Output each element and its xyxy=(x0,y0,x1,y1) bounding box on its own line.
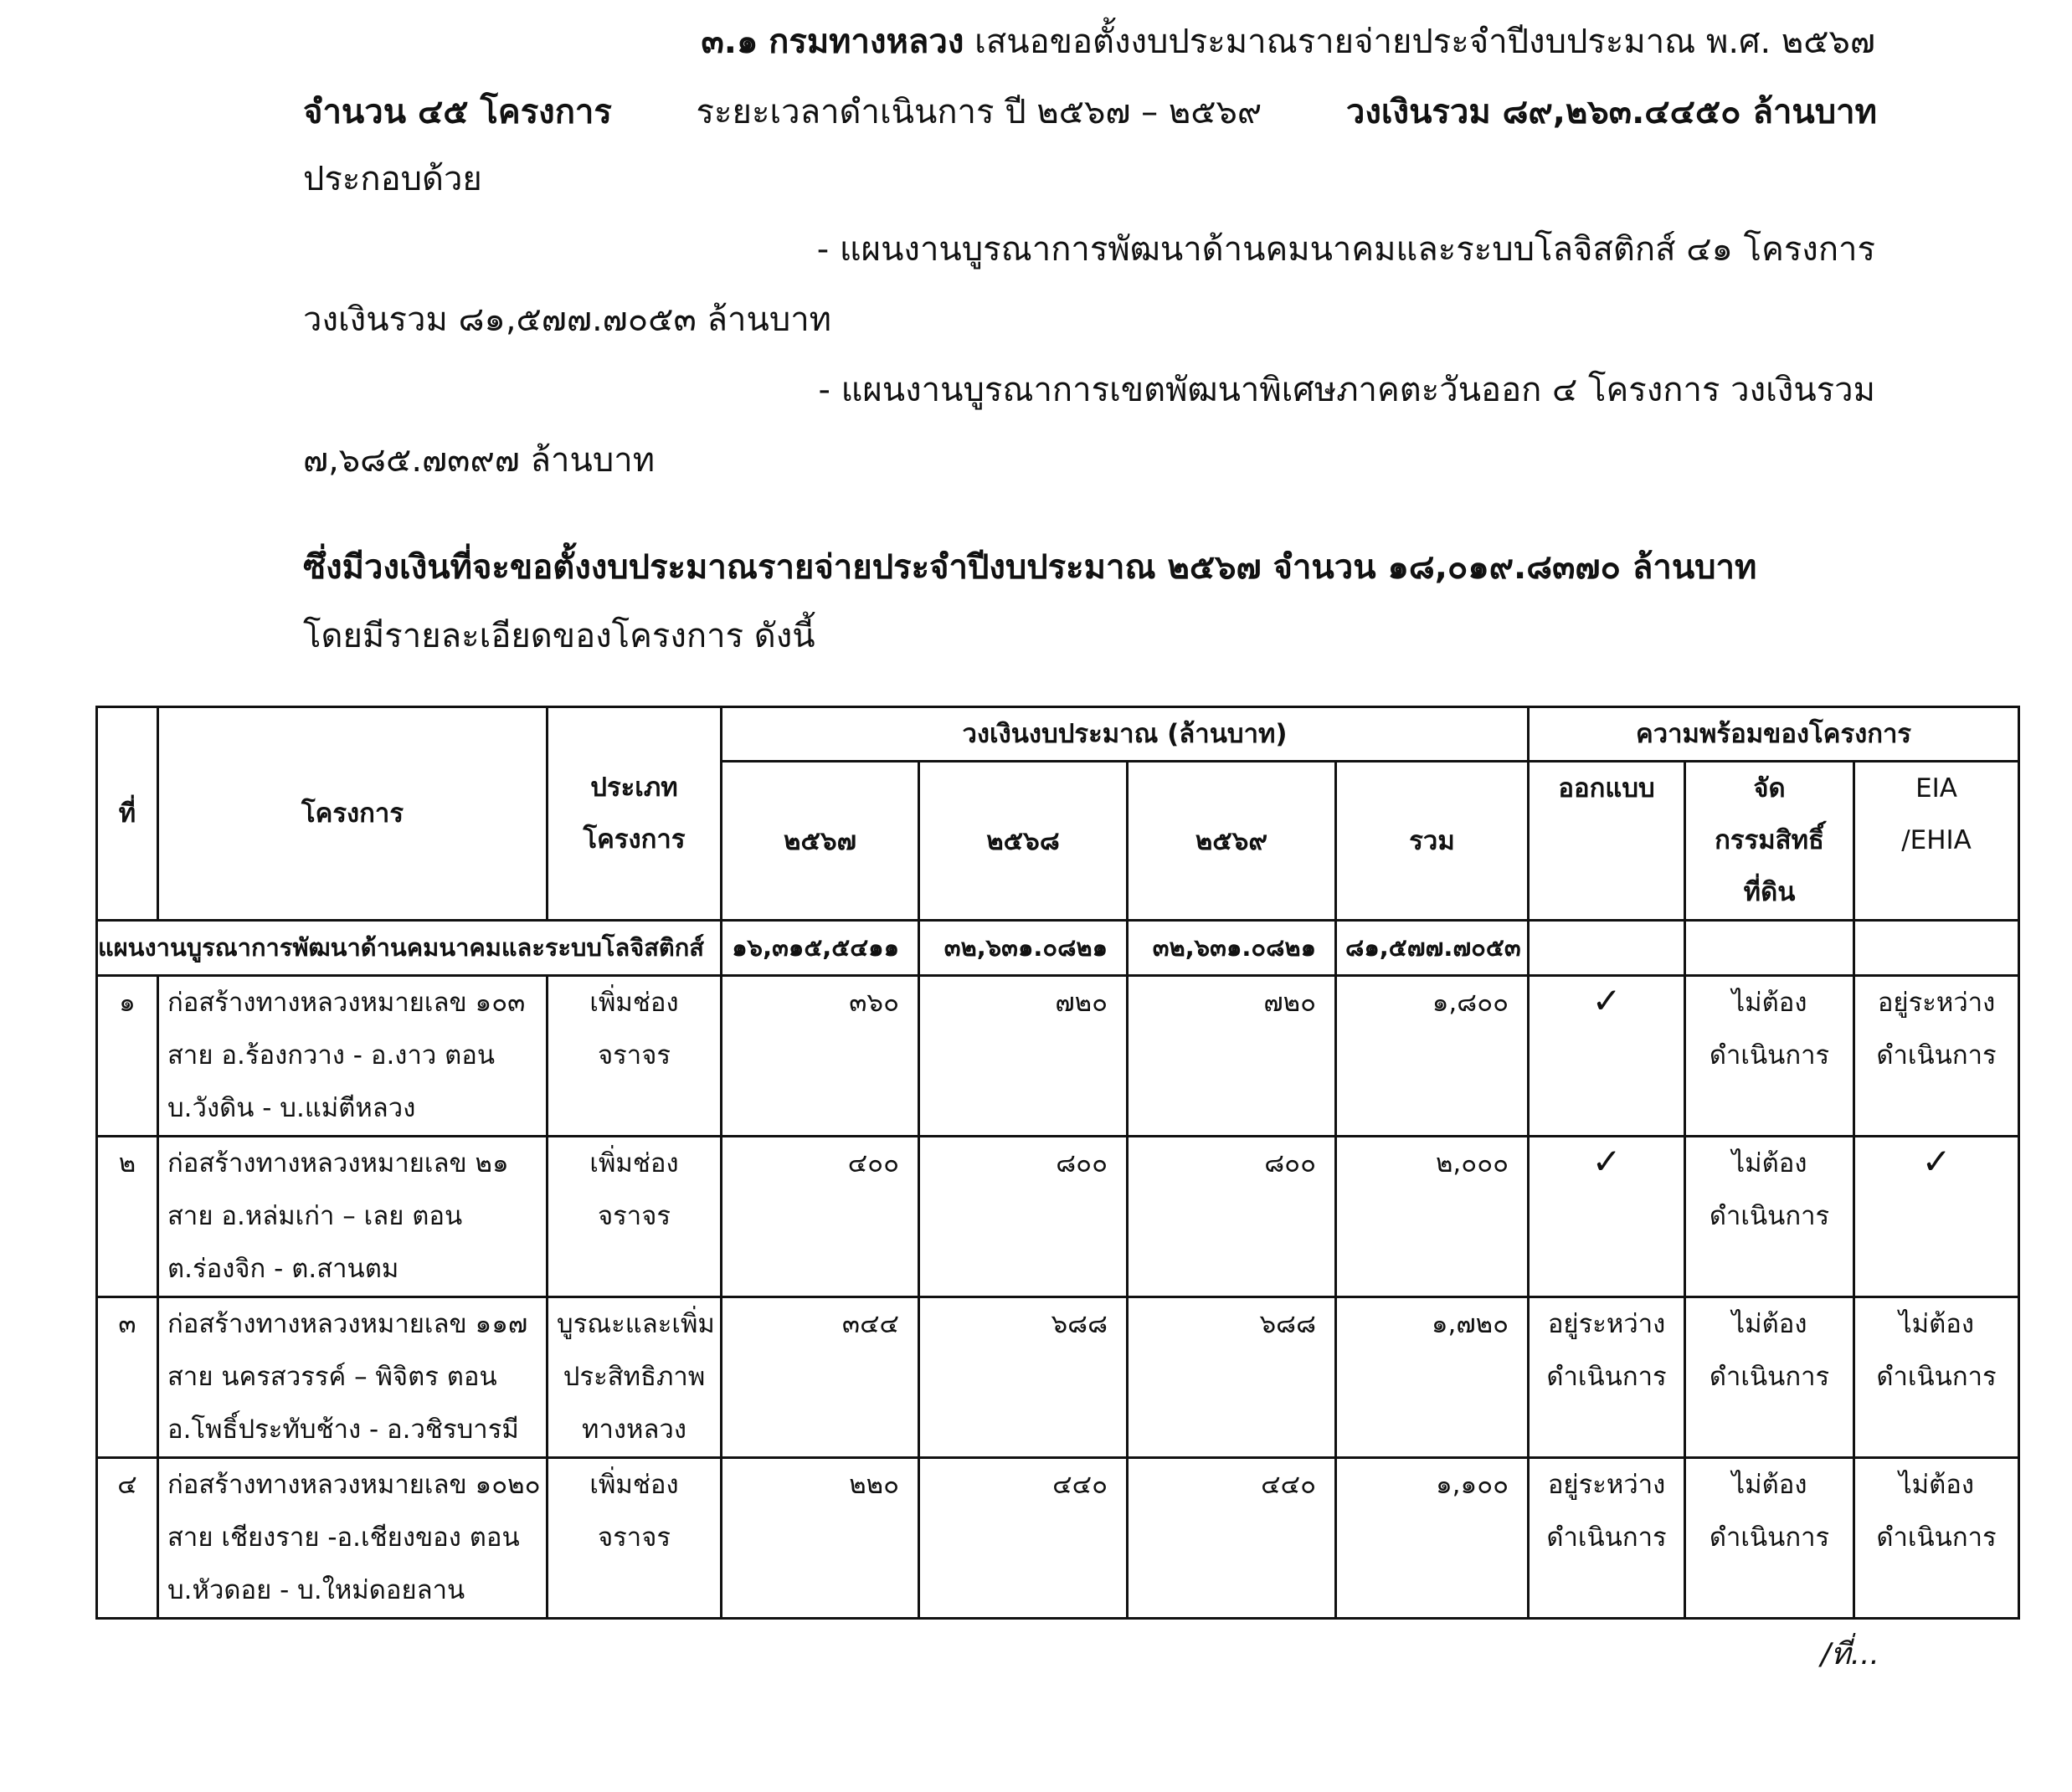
header-land: จัด กรรมสิทธิ์ ที่ดิน xyxy=(1685,762,1854,921)
plan-subtotal-design xyxy=(1529,921,1685,976)
land-status: ไม่ต้อง ดำเนินการ xyxy=(1685,1458,1854,1619)
eia-status: อยู่ระหว่าง ดำเนินการ xyxy=(1854,976,2019,1137)
header-type: ประเภท โครงการ xyxy=(548,707,722,921)
budget-2568: ๘๐๐ xyxy=(919,1137,1128,1297)
budget-2567: ๓๖๐ xyxy=(722,976,919,1137)
table-row xyxy=(97,976,2019,1137)
budget-request-line: ซึ่งมีวงเงินที่จะขอตั้งงบประมาณรายจ่ายประจำปีงบประมาณ ๒๕๖๗ จำนวน ๑๘,๐๑๙.๘๓๗๐ ล้านบาท xyxy=(303,548,1757,587)
intro-line-1 xyxy=(701,18,1875,65)
eia-status: ไม่ต้อง ดำเนินการ xyxy=(1854,1297,2019,1458)
header-design: ออกแบบ xyxy=(1529,762,1685,921)
table-row xyxy=(97,1458,2019,1619)
check-mark-icon: ✓ xyxy=(1921,1141,1951,1182)
project-type: บูรณะและเพิ่ม ประสิทธิภาพ ทางหลวง xyxy=(548,1297,722,1458)
eia-status xyxy=(1854,1137,2019,1297)
header-total: รวม xyxy=(1336,762,1529,921)
land-status: ไม่ต้อง ดำเนินการ xyxy=(1685,1137,1854,1297)
project-name: ก่อสร้างทางหลวงหมายเลข ๑๐๓ สาย อ.ร้องกวาง - อ.งาว ตอน บ.วังดิน - บ.แม่ตีหลวง xyxy=(158,976,548,1137)
header-project: โครงการ xyxy=(158,707,548,921)
project-name: ก่อสร้างทางหลวงหมายเลข ๑๐๒๐ สาย เชียงราย -อ.เชียงของ ตอน บ.หัวดอย - บ.ใหม่ดอยลาน xyxy=(158,1458,548,1619)
plan-item-1-budget: วงเงินรวม ๘๑,๕๗๗.๗๐๕๓ ล้านบาท xyxy=(303,300,832,339)
budget-2568: ๗๒๐ xyxy=(919,976,1128,1137)
land-status: ไม่ต้อง ดำเนินการ xyxy=(1685,976,1854,1137)
department-name: กรมทางหลวง xyxy=(769,23,964,61)
project-type: เพิ่มช่อง จราจร xyxy=(548,976,722,1137)
project-name: ก่อสร้างทางหลวงหมายเลข ๑๑๗ สาย นครสวรรค์ – พิจิตร ตอน อ.โพธิ์ประทับช้าง - อ.วชิรบารมี xyxy=(158,1297,548,1458)
header-year-2569: ๒๕๖๙ xyxy=(1128,762,1336,921)
detail-intro-line: โดยมีรายละเอียดของโครงการ ดังนี้ xyxy=(303,617,815,655)
header-readiness-group: ความพร้อมของโครงการ xyxy=(1529,707,2019,762)
plan-subtotal-eia xyxy=(1854,921,2019,976)
project-type: เพิ่มช่อง จราจร xyxy=(548,1458,722,1619)
budget-2567: ๓๔๔ xyxy=(722,1297,919,1458)
table-row xyxy=(97,1297,2019,1458)
check-mark-icon: ✓ xyxy=(1591,980,1622,1021)
budget-2569: ๘๐๐ xyxy=(1128,1137,1336,1297)
budget-2568: ๖๘๘ xyxy=(919,1297,1128,1458)
design-status: อยู่ระหว่าง ดำเนินการ xyxy=(1529,1297,1685,1458)
budget-2568: ๔๔๐ xyxy=(919,1458,1128,1619)
table-row xyxy=(97,1137,2019,1297)
row-number: ๒ xyxy=(97,1137,158,1297)
header-year-2568: ๒๕๖๘ xyxy=(919,762,1128,921)
plan-subtotal-total: ๘๑,๕๗๗.๗๐๕๓ xyxy=(1336,921,1529,976)
plan-item-2: - แผนงานบูรณาการเขตพัฒนาพิเศษภาคตะวันออก ๔ โครงการ วงเงินรวม xyxy=(818,371,1875,409)
intro-line-3: ประกอบด้วย xyxy=(303,160,482,198)
land-status: ไม่ต้อง ดำเนินการ xyxy=(1685,1297,1854,1458)
project-budget-table xyxy=(95,706,2020,1620)
budget-total: ๑,๗๒๐ xyxy=(1336,1297,1529,1458)
table-header-row-1 xyxy=(97,707,2019,762)
plan-subtotal-row xyxy=(97,921,2019,976)
design-status: อยู่ระหว่าง ดำเนินการ xyxy=(1529,1458,1685,1619)
budget-total: ๑,๑๐๐ xyxy=(1336,1458,1529,1619)
eia-status: ไม่ต้อง ดำเนินการ xyxy=(1854,1458,2019,1619)
header-budget-group: วงเงินงบประมาณ (ล้านบาท) xyxy=(722,707,1529,762)
plan-subtotal-2568: ๓๒,๖๓๑.๐๘๒๑ xyxy=(919,921,1128,976)
header-no: ที่ xyxy=(97,707,158,921)
budget-2569: ๗๒๐ xyxy=(1128,976,1336,1137)
budget-2567: ๒๒๐ xyxy=(722,1458,919,1619)
project-type: เพิ่มช่อง จราจร xyxy=(548,1137,722,1297)
budget-2567: ๔๐๐ xyxy=(722,1137,919,1297)
row-number: ๑ xyxy=(97,976,158,1137)
next-page-marker: /ที่... xyxy=(1820,1637,1879,1671)
total-budget: วงเงินรวม ๘๙,๒๖๓.๔๔๕๐ ล้านบาท xyxy=(1345,93,1877,131)
budget-total: ๑,๘๐๐ xyxy=(1336,976,1529,1137)
project-count: จำนวน ๔๕ โครงการ xyxy=(303,93,612,131)
budget-total: ๒,๐๐๐ xyxy=(1336,1137,1529,1297)
plan-item-2-budget: ๗,๖๘๕.๗๓๙๗ ล้านบาท xyxy=(303,441,656,480)
budget-2569: ๔๔๐ xyxy=(1128,1458,1336,1619)
check-mark-icon: ✓ xyxy=(1591,1141,1622,1182)
plan-subtotal-2569: ๓๒,๖๓๑.๐๘๒๑ xyxy=(1128,921,1336,976)
intro-line-2 xyxy=(303,89,1877,136)
row-number: ๔ xyxy=(97,1458,158,1619)
plan-subtotal-land xyxy=(1685,921,1854,976)
plan-subtotal-name: แผนงานบูรณาการพัฒนาด้านคมนาคมและระบบโลจิสติกส์ xyxy=(97,921,722,976)
row-number: ๓ xyxy=(97,1297,158,1458)
plan-subtotal-2567: ๑๖,๓๑๕,๕๔๑๑ xyxy=(722,921,919,976)
header-year-2567: ๒๕๖๗ xyxy=(722,762,919,921)
project-name: ก่อสร้างทางหลวงหมายเลข ๒๑ สาย อ.หล่มเก่า – เลย ตอน ต.ร่องจิก - ต.สานตม xyxy=(158,1137,548,1297)
section-number: ๓.๑ xyxy=(701,23,758,61)
design-status xyxy=(1529,1137,1685,1297)
header-eia: EIA /EHIA xyxy=(1854,762,2019,921)
plan-item-1: - แผนงานบูรณาการพัฒนาด้านคมนาคมและระบบโลจิสติกส์ ๔๑ โครงการ xyxy=(816,230,1875,269)
budget-2569: ๖๘๘ xyxy=(1128,1297,1336,1458)
project-period: ระยะเวลาดำเนินการ ปี ๒๕๖๗ – ๒๕๖๙ xyxy=(696,93,1262,131)
design-status xyxy=(1529,976,1685,1137)
intro-text: เสนอขอตั้งงบประมาณรายจ่ายประจำปีงบประมาณ พ.ศ. ๒๕๖๗ xyxy=(974,23,1875,61)
